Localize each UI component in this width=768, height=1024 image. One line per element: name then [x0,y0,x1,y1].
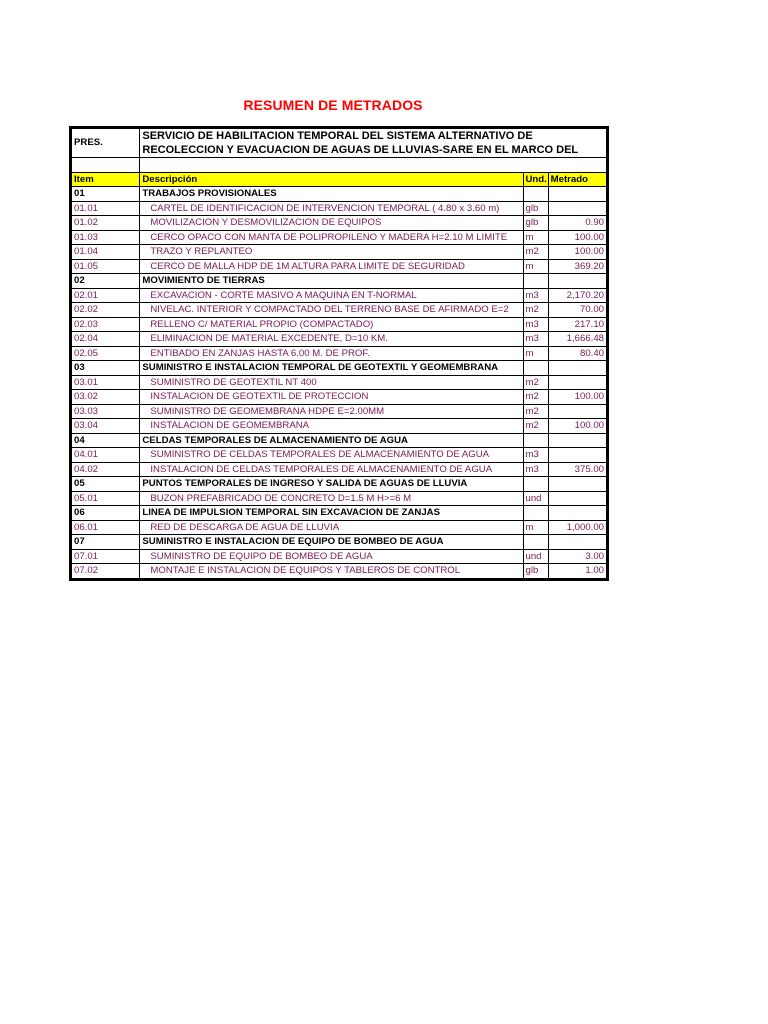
cell-description: RELLENO C/ MATERIAL PROPIO (COMPACTADO) [140,317,523,332]
cell-description: ELIMINACION DE MATERIAL EXCEDENTE, D=10 KM. [140,332,523,347]
document-title [0,97,768,113]
cell-item: 07.02 [71,564,140,580]
cell-metrado [548,404,607,419]
cell-metrado: 0.90 [548,216,607,231]
cell-item: 04.01 [71,448,140,463]
cell-und: m2 [523,419,548,434]
cell-und [523,187,548,202]
cell-item: 06.01 [71,520,140,535]
cell-metrado [548,361,607,376]
cell-description: LINEA DE IMPULSION TEMPORAL SIN EXCAVACION DE ZANJAS [140,506,523,521]
item-row [71,317,608,332]
cell-metrado: 100.00 [548,245,607,260]
item-row [71,259,608,274]
cell-und: m3 [523,332,548,347]
cell-item: 03.02 [71,390,140,405]
cell-description: INSTALACION DE GEOMEMBRANA [140,419,523,434]
cell-metrado: 100.00 [548,390,607,405]
cell-und [523,274,548,289]
cell-und: glb [523,216,548,231]
cell-und: m2 [523,303,548,318]
cell-item: 02.05 [71,346,140,361]
cell-und [523,477,548,492]
cell-metrado: 100.00 [548,419,607,434]
cell-metrado: 2,170.20 [548,288,607,303]
cell-description: EXCAVACION - CORTE MASIVO A MAQUINA EN T-NORMAL [140,288,523,303]
cell-item: 03.01 [71,375,140,390]
header-und: Und. [523,172,548,187]
cell-metrado: 80.40 [548,346,607,361]
item-row [71,390,608,405]
item-row [71,419,608,434]
cell-item: 01.01 [71,201,140,216]
item-row [71,346,608,361]
group-row [71,274,608,289]
cell-item: 02.03 [71,317,140,332]
item-row [71,448,608,463]
cell-und: m2 [523,245,548,260]
cell-metrado [548,448,607,463]
cell-item: 01.02 [71,216,140,231]
cell-metrado: 100.00 [548,230,607,245]
cell-metrado [548,187,607,202]
header-row [71,172,608,187]
cell-item: 07 [71,535,140,550]
pres-label: PRES. [71,128,140,158]
group-row [71,187,608,202]
cell-metrado [548,535,607,550]
cell-und: m2 [523,375,548,390]
cell-item: 05.01 [71,491,140,506]
cell-und: glb [523,201,548,216]
cell-description: SUMINISTRO DE GEOMEMBRANA HDPE E=2.00MM [140,404,523,419]
cell-description: NIVELAC. INTERIOR Y COMPACTADO DEL TERRENO BASE DE AFIRMADO E=2 [140,303,523,318]
cell-description: CERCO OPACO CON MANTA DE POLIPROPILENO Y MADERA H=2.10 M LIMITE [140,230,523,245]
cell-metrado [548,375,607,390]
cell-description: ENTIBADO EN ZANJAS HASTA 6.00 M. DE PROF. [140,346,523,361]
cell-metrado: 1,000.00 [548,520,607,535]
cell-description: SUMINISTRO DE EQUIPO DE BOMBEO DE AGUA [140,549,523,564]
cell-item: 01.03 [71,230,140,245]
cell-metrado: 3.00 [548,549,607,564]
cell-item: 04 [71,433,140,448]
cell-item: 02.04 [71,332,140,347]
cell-metrado: 1.00 [548,564,607,580]
item-row [71,462,608,477]
header-item: Item [71,172,140,187]
header-metrado: Metrado [548,172,607,187]
cell-item: 05 [71,477,140,492]
cell-description: MOVILIZACION Y DESMOVILIZACION DE EQUIPOS [140,216,523,231]
item-row [71,288,608,303]
item-row [71,549,608,564]
cell-item: 02.02 [71,303,140,318]
group-row [71,433,608,448]
cell-description: TRAZO Y REPLANTEO [140,245,523,260]
cell-description: MONTAJE E INSTALACION DE EQUIPOS Y TABLEROS DE CONTROL [140,564,523,580]
cell-metrado [548,433,607,448]
group-row [71,477,608,492]
cell-item: 04.02 [71,462,140,477]
cell-description: RED DE DESCARGA DE AGUA DE LLUVIA [140,520,523,535]
item-row [71,404,608,419]
cell-item: 06 [71,506,140,521]
document-title-text: RESUMEN DE METRADOS [243,97,423,113]
cell-item: 03.04 [71,419,140,434]
cell-description: SUMINISTRO E INSTALACION DE EQUIPO DE BOMBEO DE AGUA [140,535,523,550]
item-row [71,245,608,260]
cell-und: m2 [523,404,548,419]
cell-metrado [548,201,607,216]
cell-metrado [548,506,607,521]
group-row [71,361,608,376]
cell-und [523,433,548,448]
cell-und: m2 [523,390,548,405]
blank-cell [140,158,608,173]
cell-und: m3 [523,317,548,332]
cell-und: und [523,549,548,564]
item-row [71,564,608,580]
cell-item: 01 [71,187,140,202]
cell-metrado: 70.00 [548,303,607,318]
cell-metrado: 1,666.48 [548,332,607,347]
cell-metrado [548,477,607,492]
cell-description: SUMINISTRO DE GEOTEXTIL NT 400 [140,375,523,390]
cell-und: m [523,346,548,361]
cell-item: 02.01 [71,288,140,303]
cell-metrado: 369.20 [548,259,607,274]
cell-item: 01.05 [71,259,140,274]
cell-item: 02 [71,274,140,289]
blank-row [71,158,608,173]
cell-item: 03.03 [71,404,140,419]
group-row [71,535,608,550]
cell-und [523,535,548,550]
item-row [71,303,608,318]
cell-und: m [523,520,548,535]
item-row [71,375,608,390]
cell-description: CERCO DE MALLA HDP DE 1M ALTURA PARA LIMITE DE SEGURIDAD [140,259,523,274]
cell-metrado: 217.10 [548,317,607,332]
cell-metrado [548,491,607,506]
cell-item: 07.01 [71,549,140,564]
blank-cell [71,158,140,173]
cell-metrado [548,274,607,289]
metrados-table [69,126,609,581]
cell-und: m3 [523,462,548,477]
cell-und: m3 [523,448,548,463]
cell-description: BUZON PREFABRICADO DE CONCRETO D=1.5 M H>=6 M [140,491,523,506]
cell-description: PUNTOS TEMPORALES DE INGRESO Y SALIDA DE AGUAS DE LLUVIA [140,477,523,492]
cell-und: m [523,230,548,245]
item-row [71,332,608,347]
cell-und: m3 [523,288,548,303]
cell-description: INSTALACION DE CELDAS TEMPORALES DE ALMACENAMIENTO DE AGUA [140,462,523,477]
cell-description: MOVIMIENTO DE TIERRAS [140,274,523,289]
cell-description: CELDAS TEMPORALES DE ALMACENAMIENTO DE AGUA [140,433,523,448]
cell-description: SUMINISTRO DE CELDAS TEMPORALES DE ALMACENAMIENTO DE AGUA [140,448,523,463]
cell-description: SUMINISTRO E INSTALACION TEMPORAL DE GEOTEXTIL Y GEOMEMBRANA [140,361,523,376]
cell-description: TRABAJOS PROVISIONALES [140,187,523,202]
item-row [71,520,608,535]
cell-und: m [523,259,548,274]
cell-und [523,361,548,376]
item-row [71,230,608,245]
cell-und: glb [523,564,548,580]
cell-item: 03 [71,361,140,376]
cell-description: INSTALACION DE GEOTEXTIL DE PROTECCION [140,390,523,405]
cell-item: 01.04 [71,245,140,260]
group-row [71,506,608,521]
item-row [71,491,608,506]
cell-description: CARTEL DE IDENTIFICACION DE INTERVENCION TEMPORAL ( 4.80 x 3.60 m) [140,201,523,216]
item-row [71,201,608,216]
cell-und [523,506,548,521]
pres-row [71,128,608,158]
cell-und: und [523,491,548,506]
pres-description: SERVICIO DE HABILITACION TEMPORAL DEL SISTEMA ALTERNATIVO DE RECOLECCION Y EVACUACION DE AGUAS DE LLUVIAS-SARE EN EL MARCO DEL [140,128,608,158]
header-description: Descripción [140,172,523,187]
cell-metrado: 375.00 [548,462,607,477]
item-row [71,216,608,231]
